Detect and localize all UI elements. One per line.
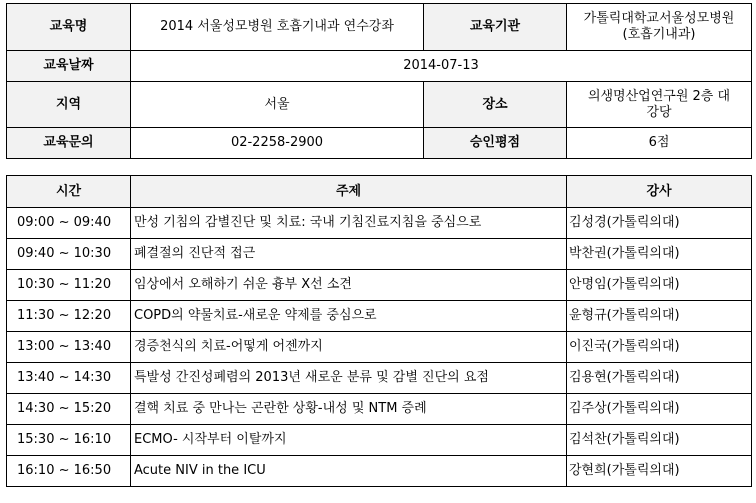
region-label: 지역: [7, 82, 131, 128]
institution-value: [567, 4, 752, 51]
time-header: 시간: [7, 176, 131, 208]
table-row: [7, 425, 752, 456]
credit-label: 승인평점: [424, 128, 567, 159]
session-time: 11:30 ~ 12:20: [7, 301, 131, 332]
venue-value-line1: 의생명산업연구원 2층 대: [587, 88, 731, 104]
region-value: 서울: [131, 82, 424, 128]
table-row: [7, 363, 752, 394]
session-speaker: 김성경(가톨릭의대): [567, 208, 752, 239]
session-time: 14:30 ~ 15:20: [7, 394, 131, 425]
venue-value-line2: 강당: [646, 104, 672, 120]
schedule-table: [6, 175, 752, 487]
session-topic: 만성 기침의 감별진단 및 치료: 국내 기침진료지침을 중심으로: [131, 208, 567, 239]
course-name-value: 2014 서울성모병원 호흡기내과 연수강좌: [131, 4, 424, 51]
table-row: [7, 239, 752, 270]
session-time: 13:00 ~ 13:40: [7, 332, 131, 363]
institution-value-line2: (호흡기내과): [622, 27, 696, 42]
topic-header: 주제: [131, 176, 567, 208]
contact-value: 02-2258-2900: [131, 128, 424, 159]
institution-label: 교육기관: [424, 4, 567, 51]
table-row: [7, 456, 752, 487]
date-value: 2014-07-13: [131, 51, 752, 82]
session-speaker: 안명임(가톨릭의대): [567, 270, 752, 301]
session-topic: 경증천식의 치료-어떻게 어젠까지: [131, 332, 567, 363]
session-time: 13:40 ~ 14:30: [7, 363, 131, 394]
table-row: [7, 394, 752, 425]
session-speaker: 이진국(가톨릭의대): [567, 332, 752, 363]
session-speaker: 강현희(가톨릭의대): [567, 456, 752, 487]
session-speaker: 김용현(가톨릭의대): [567, 363, 752, 394]
session-topic: ECMO- 시작부터 이탈까지: [131, 425, 567, 456]
session-speaker: 김주상(가톨릭의대): [567, 394, 752, 425]
speaker-header: 강사: [567, 176, 752, 208]
session-time: 09:40 ~ 10:30: [7, 239, 131, 270]
session-topic: COPD의 약물치료-새로운 약제를 중심으로: [131, 301, 567, 332]
session-topic: 임상에서 오해하기 쉬운 흉부 X선 소견: [131, 270, 567, 301]
session-speaker: 김석찬(가톨릭의대): [567, 425, 752, 456]
institution-value-line1: 가톨릭대학교서울성모병원: [583, 11, 735, 26]
course-name-label: 교육명: [7, 4, 131, 51]
table-row: [7, 208, 752, 239]
schedule-header-row: [7, 176, 752, 208]
session-time: 10:30 ~ 11:20: [7, 270, 131, 301]
date-label: 교육날짜: [7, 51, 131, 82]
contact-label: 교육문의: [7, 128, 131, 159]
session-topic: Acute NIV in the ICU: [131, 456, 567, 487]
session-topic: 결핵 치료 중 만나는 곤란한 상황-내성 및 NTM 증례: [131, 394, 567, 425]
session-time: 15:30 ~ 16:10: [7, 425, 131, 456]
venue-value: [567, 82, 752, 128]
session-time: 09:00 ~ 09:40: [7, 208, 131, 239]
table-row: [7, 332, 752, 363]
session-speaker: 박찬권(가톨릭의대): [567, 239, 752, 270]
venue-label: 장소: [424, 82, 567, 128]
course-info-table: [6, 3, 752, 159]
session-time: 16:10 ~ 16:50: [7, 456, 131, 487]
table-row: [7, 270, 752, 301]
session-speaker: 윤형규(가톨릭의대): [567, 301, 752, 332]
table-row: [7, 301, 752, 332]
session-topic: 특발성 간진성폐렴의 2013년 새로운 분류 및 감별 진단의 요점: [131, 363, 567, 394]
session-topic: 폐결절의 진단적 접근: [131, 239, 567, 270]
credit-value: 6점: [567, 128, 752, 159]
